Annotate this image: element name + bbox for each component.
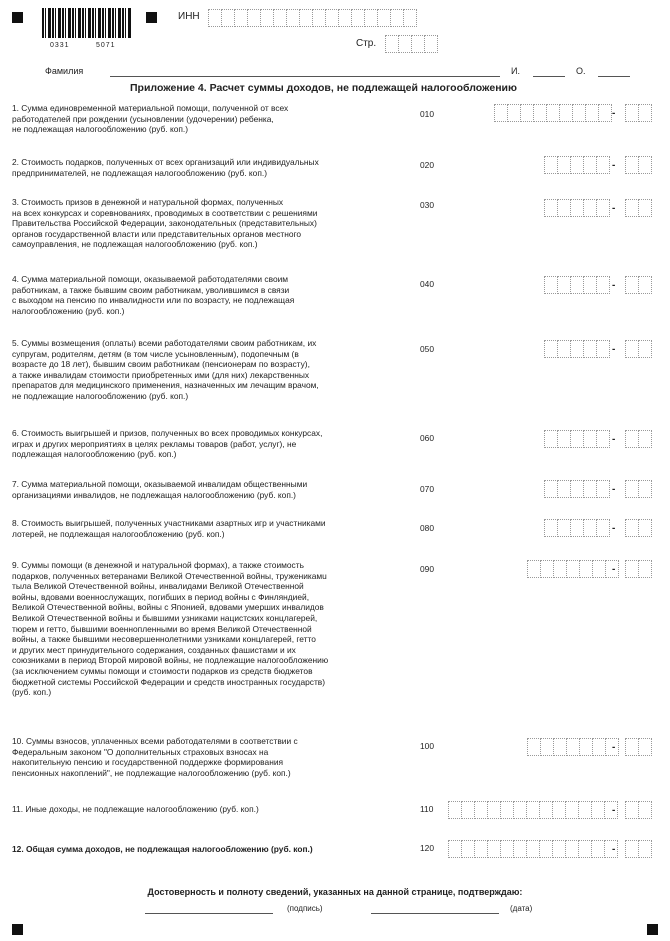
initial-i-label: И. xyxy=(511,66,520,76)
initial-o-field[interactable] xyxy=(598,76,630,77)
row-080-text: 8. Стоимость выигрышей, полученных участниками азартных игр и участниками лотерей, не подлежащая налогообложению (руб. коп.) xyxy=(12,518,326,539)
row-010-rubles[interactable] xyxy=(494,104,611,122)
row-050-code: 050 xyxy=(420,344,434,354)
row-050-rubles[interactable] xyxy=(544,340,609,358)
row-100-code: 100 xyxy=(420,741,434,751)
row-020-text: 2. Стоимость подарков, полученных от всех организаций или индивидуальных предпринимателей, не подлежащая налогообложению (руб. коп.) xyxy=(12,157,319,178)
row-080-kopecks[interactable] xyxy=(625,519,651,537)
row-010-separator: - xyxy=(612,108,616,119)
row-090-separator: - xyxy=(612,564,616,575)
row-120-rubles[interactable] xyxy=(448,840,617,858)
barcode-number-right: 5071 xyxy=(96,42,116,49)
row-120-text: 12. Общая сумма доходов, не подлежащая налогообложению (руб. коп.) xyxy=(12,844,313,854)
row-040-rubles[interactable] xyxy=(544,276,609,294)
row-120-code: 120 xyxy=(420,843,434,853)
row-120-kopecks[interactable] xyxy=(625,840,651,858)
row-060-text: 6. Стоимость выигрышей и призов, полученных во всех проводимых конкурсах, играх и других мероприятиях в целях рекламы товаров (работ, услуг), не подлежащая налогообложению (руб. коп.) xyxy=(12,428,323,460)
row-060-kopecks[interactable] xyxy=(625,430,651,448)
row-010-text: 1. Сумма единовременной материальной помощи, полученной от всех работодателей при рождении (усыновлении (удочерении) ребенка, не подлежащая налогообложению (руб. коп.) xyxy=(12,103,289,135)
row-030-code: 030 xyxy=(420,200,434,210)
surname-label: Фамилия xyxy=(45,66,84,76)
row-110-text: 11. Иные доходы, не подлежащие налогообложению (руб. коп.) xyxy=(12,804,259,814)
page-title: Приложение 4. Расчет суммы доходов, не подлежащей налогообложению xyxy=(130,82,517,94)
row-050-separator: - xyxy=(612,344,616,355)
row-070-rubles[interactable] xyxy=(544,480,609,498)
initial-i-field[interactable] xyxy=(533,76,565,77)
row-070-separator: - xyxy=(612,484,616,495)
row-020-rubles[interactable] xyxy=(544,156,609,174)
barcode-number-left: 0331 xyxy=(50,42,70,49)
page-field[interactable] xyxy=(385,35,437,53)
row-100-rubles[interactable] xyxy=(527,738,618,756)
barcode xyxy=(42,8,132,38)
row-080-rubles[interactable] xyxy=(544,519,609,537)
row-090-code: 090 xyxy=(420,564,434,574)
row-030-rubles[interactable] xyxy=(544,199,609,217)
row-020-kopecks[interactable] xyxy=(625,156,651,174)
row-030-separator: - xyxy=(612,203,616,214)
row-030-text: 3. Стоимость призов в денежной и натуральной формах, полученных на всех конкурсах и соревнованиях, проводимых в соответствии с решениями Правительства Российской Федерации, законодательных (представительных) органов государственной власти или представительных органов местного самоуправления, не подлежащая налогообложению (руб. коп.) xyxy=(12,197,318,250)
inn-label: ИНН xyxy=(178,11,200,22)
page-label: Стр. xyxy=(356,38,377,49)
row-100-text: 10. Суммы взносов, уплаченных всеми работодателями в соответствии с Федеральным законом "О дополнительных страховых взносах на накопительную пенсию и государственной поддержке формирования пенсионных накоплений", не подлежащие налогообложению (руб. коп.) xyxy=(12,736,298,778)
row-080-separator: - xyxy=(612,523,616,534)
row-060-separator: - xyxy=(612,434,616,445)
row-050-text: 5. Суммы возмещения (оплаты) всеми работодателями своим работникам, их супругам, родителям, детям (в том числе усыновленным), подопечным (в возрасте до 18 лет), бывшим своим работникам (пенсионерам по возрасту), а также инвалидам стоимости приобретенных ими (для них) лекарственных препаратов для медицинского применения, назначенных им лечащим врачом, не подлежащие налогообложению (руб. коп.) xyxy=(12,338,319,401)
row-070-kopecks[interactable] xyxy=(625,480,651,498)
row-110-rubles[interactable] xyxy=(448,801,617,819)
row-050-kopecks[interactable] xyxy=(625,340,651,358)
row-120-separator: - xyxy=(612,844,616,855)
row-060-code: 060 xyxy=(420,433,434,443)
row-100-separator: - xyxy=(612,742,616,753)
row-010-kopecks[interactable] xyxy=(625,104,651,122)
row-020-separator: - xyxy=(612,160,616,171)
corner-mark-bottom-left xyxy=(12,924,23,935)
row-080-code: 080 xyxy=(420,523,434,533)
row-040-separator: - xyxy=(612,280,616,291)
row-060-rubles[interactable] xyxy=(544,430,609,448)
row-040-code: 040 xyxy=(420,279,434,289)
row-020-code: 020 xyxy=(420,160,434,170)
row-110-kopecks[interactable] xyxy=(625,801,651,819)
date-line[interactable] xyxy=(371,913,499,914)
row-030-kopecks[interactable] xyxy=(625,199,651,217)
signature-caption: (подпись) xyxy=(287,904,323,913)
inn-field[interactable] xyxy=(208,9,416,27)
surname-field[interactable] xyxy=(110,76,500,77)
corner-mark-bottom-right xyxy=(647,924,658,935)
row-110-separator: - xyxy=(612,805,616,816)
row-090-text: 9. Суммы помощи (в денежной и натуральной формах), а также стоимость подарков, полученных ветеранами Великой Отечественной войны, труженикамu тыла Великой Отечественной войны, инвалидами Великой Отечественной войны, вдовами военнослужащих, погибших в период войны с Финляндией, Великой Отечественной войны, войны с Японией, вдовами умерших инвалидов Великой Отечественной войны и бывшими узниками нацистских концлагерей, тюрем и гетто, бывшими военнопленными во время Великой Отечественной войны, а также бывшими несовершеннолетними узниками концлагерей, гетто и других мест принудительного содержания, созданных фашистами и их союзниками в период Второй мировой войны, не подлежащие налогообложению (за исключением суммы помощи и стоимости подарков из средств бюджетов бюджетной системы Российской Федерации и средств иностранных государств) (руб. коп.) xyxy=(12,560,329,698)
date-caption: (дата) xyxy=(510,904,533,913)
row-040-kopecks[interactable] xyxy=(625,276,651,294)
corner-mark-top-left xyxy=(12,12,23,23)
row-040-text: 4. Сумма материальной помощи, оказываемой работодателями своим работникам, а также бывшим своим работникам, уволившимся в связи с выходом на пенсию по инвалидности или по возрасту, не подлежащая налогообложению (руб. коп.) xyxy=(12,274,295,316)
row-070-code: 070 xyxy=(420,484,434,494)
initial-o-label: О. xyxy=(576,66,586,76)
confirmation-text: Достоверность и полноту сведений, указанных на данной странице, подтверждаю: xyxy=(147,887,523,897)
row-010-code: 010 xyxy=(420,109,434,119)
row-090-kopecks[interactable] xyxy=(625,560,651,578)
row-070-text: 7. Сумма материальной помощи, оказываемой инвалидам общественными организациями инвалидов, не подлежащая налогообложению (руб. коп.) xyxy=(12,479,308,500)
corner-mark-top-right xyxy=(146,12,157,23)
signature-line[interactable] xyxy=(145,913,273,914)
row-110-code: 110 xyxy=(420,804,434,814)
row-090-rubles[interactable] xyxy=(527,560,618,578)
row-100-kopecks[interactable] xyxy=(625,738,651,756)
